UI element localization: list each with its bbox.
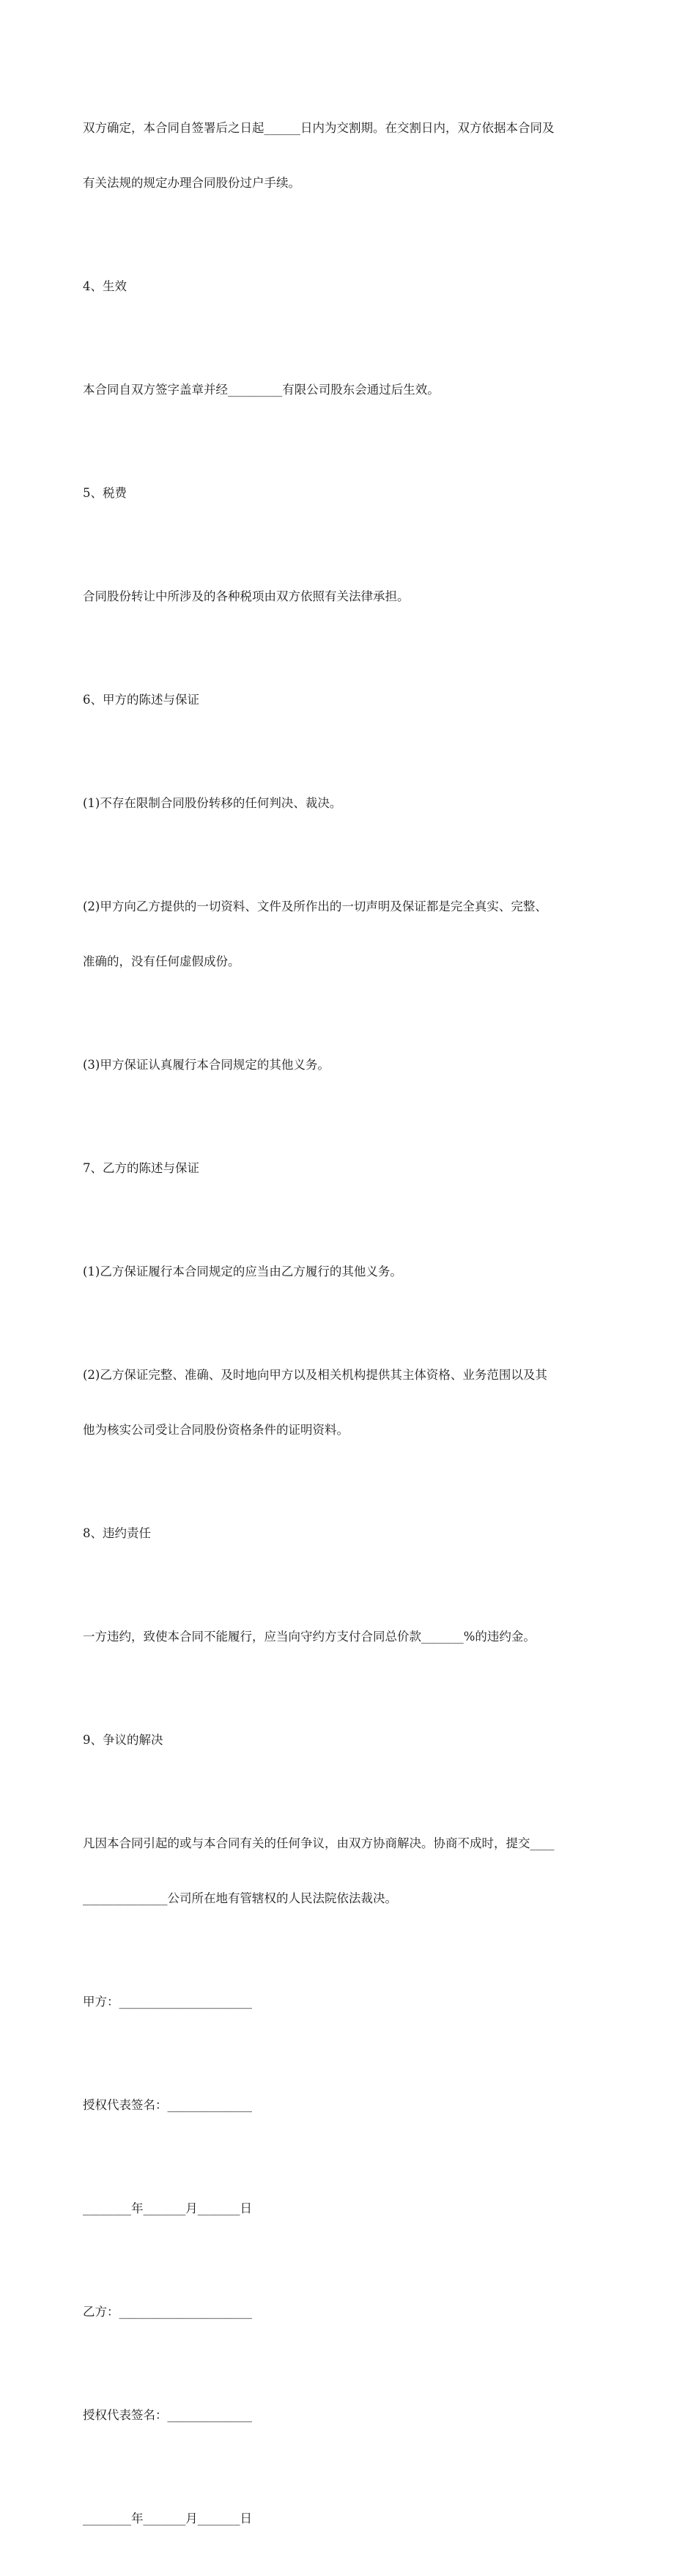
signature-party-a [83,1956,618,2047]
clause-effectiveness [83,344,618,435]
text-line: 乙方：______________________ [83,2305,252,2319]
text-line: 6、甲方的陈述与保证 [83,693,199,707]
clause-party-b-1 [83,1226,618,1317]
text-line: 有关法规的规定办理合同股份过户手续。 [83,176,300,190]
section-heading-taxes [83,447,618,539]
text-line: (1)不存在限制合同股份转移的任何判决、裁决。 [83,796,342,810]
text-line: 凡因本合同引起的或与本合同有关的任何争议，由双方协商解决。协商不成时，提交____ [83,1836,555,1850]
text-line: 9、争议的解决 [83,1733,163,1747]
text-line: 甲方：______________________ [83,1995,252,2009]
text-line: 8、违约责任 [83,1526,151,1540]
section-heading-effectiveness [83,240,618,332]
text-line: (1)乙方保证履行本合同规定的应当由乙方履行的其他义务。 [83,1265,402,1278]
section-heading-party-a-warranties [83,654,618,746]
text-line: 授权代表签名：______________ [83,2098,252,2112]
text-line: (2)乙方保证完整、准确、及时地向甲方以及相关机构提供其主体资格、业务范围以及其 [83,1368,547,1382]
text-line: 7、乙方的陈述与保证 [83,1161,199,1175]
clause-party-a-1 [83,757,618,849]
signature-party-a-date [83,2163,618,2254]
signature-party-b-representative [83,2369,618,2461]
text-line: 授权代表签名：______________ [83,2408,252,2422]
text-line: ________年_______月_______日 [83,2201,252,2215]
text-line: (3)甲方保证认真履行本合同规定的其他义务。 [83,1058,330,1072]
clause-party-b-2 [83,1329,618,1476]
signature-party-a-representative [83,2059,618,2151]
clause-party-a-2 [83,861,618,1007]
text-line: 本合同自双方签字盖章并经_________有限公司股东会通过后生效。 [83,383,440,397]
section-heading-breach [83,1487,618,1579]
text-line: 他为核实公司受让合同股份资格条件的证明资料。 [83,1423,349,1437]
signature-party-b-date [83,2473,618,2564]
text-line: 5、税费 [83,486,127,500]
document-page [83,82,618,2576]
text-line: (2)甲方向乙方提供的一切资料、文件及所作出的一切声明及保证都是完全真实、完整、 [83,899,547,913]
text-line: ______________公司所在地有管辖权的人民法院依法裁决。 [83,1891,397,1905]
text-line: 双方确定，本合同自签署后之日起______日内为交割期。在交割日内，双方依据本合同及 [83,121,555,135]
text-line: 4、生效 [83,279,127,293]
clause-delivery-period [83,82,618,229]
text-line: 合同股份转让中所涉及的各种税项由双方依照有关法律承担。 [83,589,410,603]
signature-party-b [83,2266,618,2358]
text-line: ________年_______月_______日 [83,2511,252,2525]
text-line: 一方违约，致使本合同不能履行，应当向守约方支付合同总价款_______%的违约金。 [83,1630,536,1644]
clause-party-a-3 [83,1019,618,1111]
clause-taxes [83,551,618,642]
clause-dispute [83,1797,618,1944]
section-heading-dispute [83,1694,618,1786]
clause-breach [83,1591,618,1682]
text-line: 准确的，没有任何虚假成份。 [83,954,240,968]
section-heading-party-b-warranties [83,1122,618,1214]
